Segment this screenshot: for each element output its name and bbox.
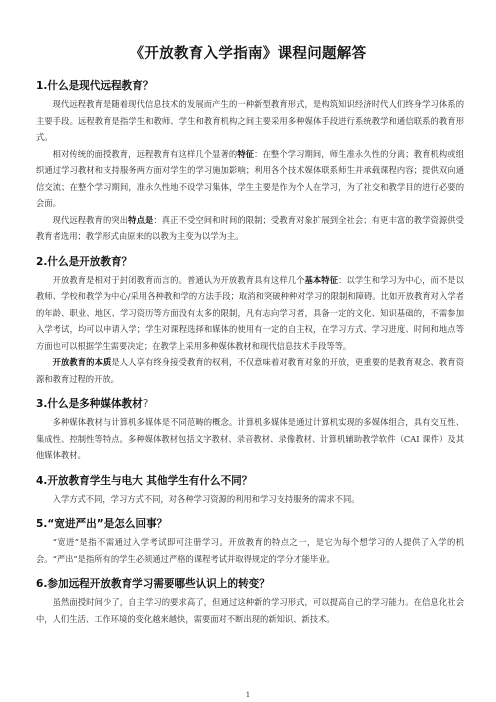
document-title: 《开放教育入学指南》课程问题解答 (129, 46, 367, 62)
emphasis: 开放教育的本质 (52, 357, 112, 367)
paragraph: 现代远程教育的突出特点是：真正不受空间和时间的限制；受教育对象扩展到全社会；有更丰富的教学资源供受教育者选用；教学形式由原来的以教为主变为以学为主。 (36, 214, 464, 241)
question-heading-2: 2.什么是开放教育？ (36, 255, 133, 268)
paragraph: “宽进”是指不需通过入学考试即可注册学习。开放教育的特点之一，是它为每个想学习的人提供了入学的机会。“严出”是指所有的学生必须通过严格的课程考试并取得规定的学分才能毕业。 (36, 537, 464, 564)
emphasis: 特点是 (128, 214, 154, 225)
page-number: 1 (245, 691, 251, 699)
paragraph: 虽然面授时间少了，自主学习的要求高了，但通过这种新的学习形式，可以提高自己的学习能力。在信息化社会中，人们生活、工作环境的变化越来越快，需要面对不断出现的新知识、新技术。 (36, 597, 464, 624)
emphasis: 基本特征 (304, 274, 339, 285)
paragraph: 多种媒体教材与计算机多媒体是不同范畴的概念。计算机多媒体是通过计算机实现的多媒体组合，具有交互性、集成性、控制性等特点。多种媒体教材包括文字教材、录音教材、录像教材、计算机辅助教学软件（CAI 课件）及其他媒体教材。 (36, 417, 464, 460)
paragraph: 现代远程教育是随着现代信息技术的发展而产生的一种新型教育形式，是构筑知识经济时代人们终身学习体系的主要手段。远程教育是指学生和教师、学生和教育机构之间主要采用多种媒体手段进行系统教学和通信联系的教育形式。 (36, 99, 464, 142)
paragraph: 开放教育是相对于封闭教育而言的。普通认为开放教育具有这样几个基本特征：以学生和学习为中心，而不是以教师、学校和教学为中心/采用各种教和学的方法手段；取消和突破种种对学习的限制和障碍。比如开放教育对入学者的年龄、职业、地区、学习资历等方面没有太多的限制，凡有志向学习者，具备一定的文化、知识基础的，不需参加入学考试，均可以申请入学；学生对课程选择和媒体的使用有一定的自主权，在学习方式、学习进度、时间和地点等方面也可以根据学生需要决定；在教学上采用多种媒体教材和现代信息技术手段等等。 (36, 274, 464, 351)
paragraph: 相对传统的面授教育，远程教育有这样几个显著的特征：在整个学习期间，师生准永久性的分离；教育机构或组织通过学习教材和支持服务两方面对学生的学习施加影响；利用各个技术媒体联系师生并承载课程内容；提供双向通信交流；在整个学习期间，准永久性地不设学习集体，学生主要是作为个人在学习，为了社交和教学目的进行必要的会面。 (36, 148, 464, 208)
emphasis: 特征 (237, 148, 255, 159)
document-body (36, 72, 464, 627)
question-heading-6: 6.参加远程开放教育学习需要哪些认识上的转变？ (36, 578, 270, 590)
question-heading-4: 4.开放教育学生与电大 其他学生有什么不同？ (36, 474, 253, 487)
paragraph: 入学方式不同，学习方式不同，对各种学习资源的利用和学习支持服务的需求不同。 (52, 493, 360, 504)
question-heading-1: 1.什么是现代远程教育？ (36, 80, 154, 92)
question-heading-3: 3.什么是多种媒体教材? (36, 398, 149, 410)
question-heading-5: 5.“宽进严出”是怎么回事？ (36, 518, 168, 530)
paragraph: 开放教育的本质是人人享有终身接受教育的权利，不仅意味着对教育对象的开放，更重要的是教育观念、教育资源和教育过程的开放。 (36, 357, 464, 384)
